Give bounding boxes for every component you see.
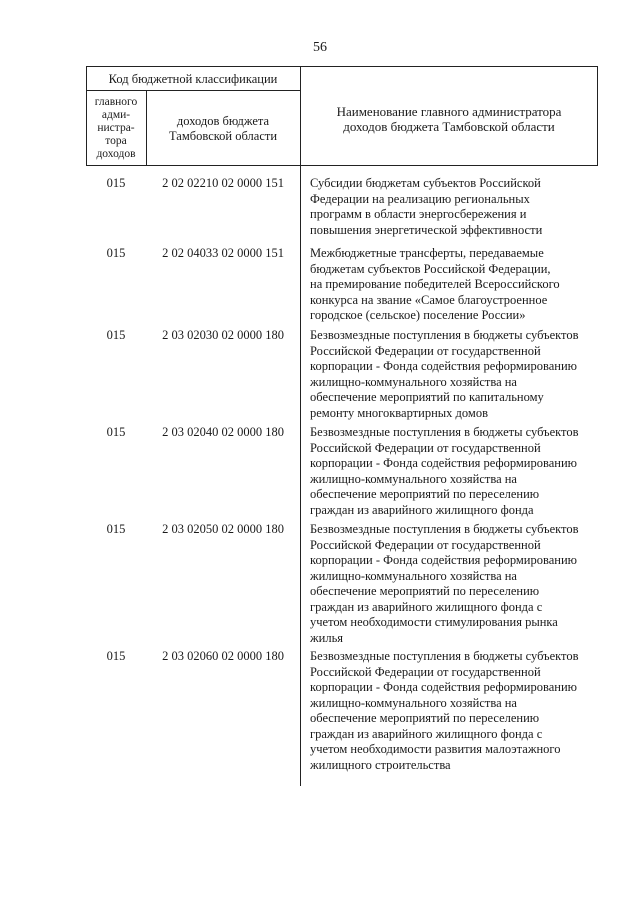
header-code-group: Код бюджетной классификации — [108, 72, 278, 86]
administrator-name-cell — [310, 649, 600, 773]
name-line: граждан из аварийного жилищного фонда с — [310, 599, 543, 614]
table-top-border — [86, 66, 598, 67]
administrator-name-cell — [310, 328, 600, 421]
header-admin-line: доходов — [96, 148, 136, 160]
income-code-cell: 2 02 02210 02 0000 151 — [162, 176, 284, 190]
name-line: Безвозмездные поступления в бюджеты субъектов — [310, 328, 579, 342]
name-line: обеспечение мероприятий по переселению — [310, 487, 540, 501]
name-line: корпорации - Фонда содействия реформированию — [310, 456, 577, 470]
income-code-cell: 2 02 04033 02 0000 151 — [162, 246, 284, 260]
admin-code-cell: 015 — [106, 328, 126, 342]
name-line: бюджетам субъектов Российской Федерации, — [310, 261, 551, 276]
name-line: Российской Федерации от государственной — [310, 343, 541, 358]
administrator-name-cell — [310, 246, 600, 324]
header-income-column — [146, 114, 300, 144]
administrator-name-cell — [310, 522, 600, 646]
admin-code-cell: 015 — [106, 522, 126, 536]
name-line: граждан из аварийного жилищного фонда — [310, 502, 534, 517]
budget-classification-table — [86, 66, 598, 786]
name-line: жилищно-коммунального хозяйства на — [310, 471, 517, 486]
admin-code-cell: 015 — [106, 246, 126, 260]
name-line: учетом необходимости развития малоэтажного — [310, 742, 561, 756]
header-name-line: Наименование главного администратора — [336, 104, 562, 119]
income-code-cell: 2 03 02060 02 0000 180 — [162, 649, 284, 663]
administrator-name-cell — [310, 425, 600, 518]
name-line: граждан из аварийного жилищного фонда с — [310, 726, 543, 741]
name-line: программ в области энергосбережения и — [310, 207, 527, 221]
admin-code-cell: 015 — [106, 425, 126, 439]
header-admin-line: главного — [94, 96, 138, 108]
name-line: конкурса на звание «Самое благоустроенное — [310, 292, 548, 307]
name-line: Российской Федерации от государственной — [310, 537, 541, 552]
name-line: Федерации на реализацию региональных — [310, 191, 530, 206]
name-line: жилищно-коммунального хозяйства на — [310, 374, 517, 389]
name-line: обеспечение мероприятий по переселению — [310, 711, 540, 725]
administrator-name-cell — [310, 176, 600, 238]
name-line: Межбюджетные трансферты, передаваемые — [310, 246, 544, 260]
header-income-line: Тамбовской области — [168, 129, 278, 143]
header-admin-column — [86, 96, 146, 161]
header-bottom-border — [86, 165, 598, 166]
name-line: Российской Федерации от государственной — [310, 440, 541, 455]
name-line: обеспечение мероприятий по переселению — [310, 584, 540, 598]
name-line: ремонту многоквартирных домов — [310, 405, 488, 420]
name-line: корпорации - Фонда содействия реформированию — [310, 680, 577, 694]
name-line: Безвозмездные поступления в бюджеты субъектов — [310, 522, 579, 536]
header-admin-line: адми- — [101, 109, 131, 121]
name-line: Безвозмездные поступления в бюджеты субъектов — [310, 425, 579, 439]
header-income-line: доходов бюджета — [176, 114, 270, 128]
name-line: Российской Федерации от государственной — [310, 664, 541, 679]
name-line: на премирование победителей Всероссийского — [310, 277, 560, 291]
income-code-cell: 2 03 02040 02 0000 180 — [162, 425, 284, 439]
name-line: жилищно-коммунального хозяйства на — [310, 695, 517, 710]
name-line: Субсидии бюджетам субъектов Российской — [310, 176, 541, 190]
name-line: повышения энергетической эффективности — [310, 222, 543, 237]
name-column-divider — [300, 66, 301, 786]
page-number: 56 — [313, 40, 327, 55]
admin-code-cell: 015 — [106, 649, 126, 663]
name-line: корпорации - Фонда содействия реформированию — [310, 553, 577, 567]
header-group-divider — [86, 90, 300, 91]
name-line: жилья — [310, 630, 344, 645]
name-line: городское (сельское) поселение России» — [310, 308, 526, 322]
income-code-cell: 2 03 02050 02 0000 180 — [162, 522, 284, 536]
header-name-line: доходов бюджета Тамбовской области — [343, 119, 555, 134]
name-line: жилищно-коммунального хозяйства на — [310, 568, 517, 583]
name-line: учетом необходимости стимулирования рынка — [310, 615, 558, 629]
admin-code-cell: 015 — [106, 176, 126, 190]
header-admin-line: тора — [105, 135, 127, 147]
income-code-cell: 2 03 02030 02 0000 180 — [162, 328, 284, 342]
name-line: Безвозмездные поступления в бюджеты субъектов — [310, 649, 579, 663]
header-name-column — [300, 104, 598, 134]
name-line: жилищного строительства — [310, 757, 451, 772]
name-line: обеспечение мероприятий по капитальному — [310, 390, 544, 404]
header-admin-line: нистра- — [97, 122, 135, 134]
name-line: корпорации - Фонда содействия реформированию — [310, 359, 577, 373]
